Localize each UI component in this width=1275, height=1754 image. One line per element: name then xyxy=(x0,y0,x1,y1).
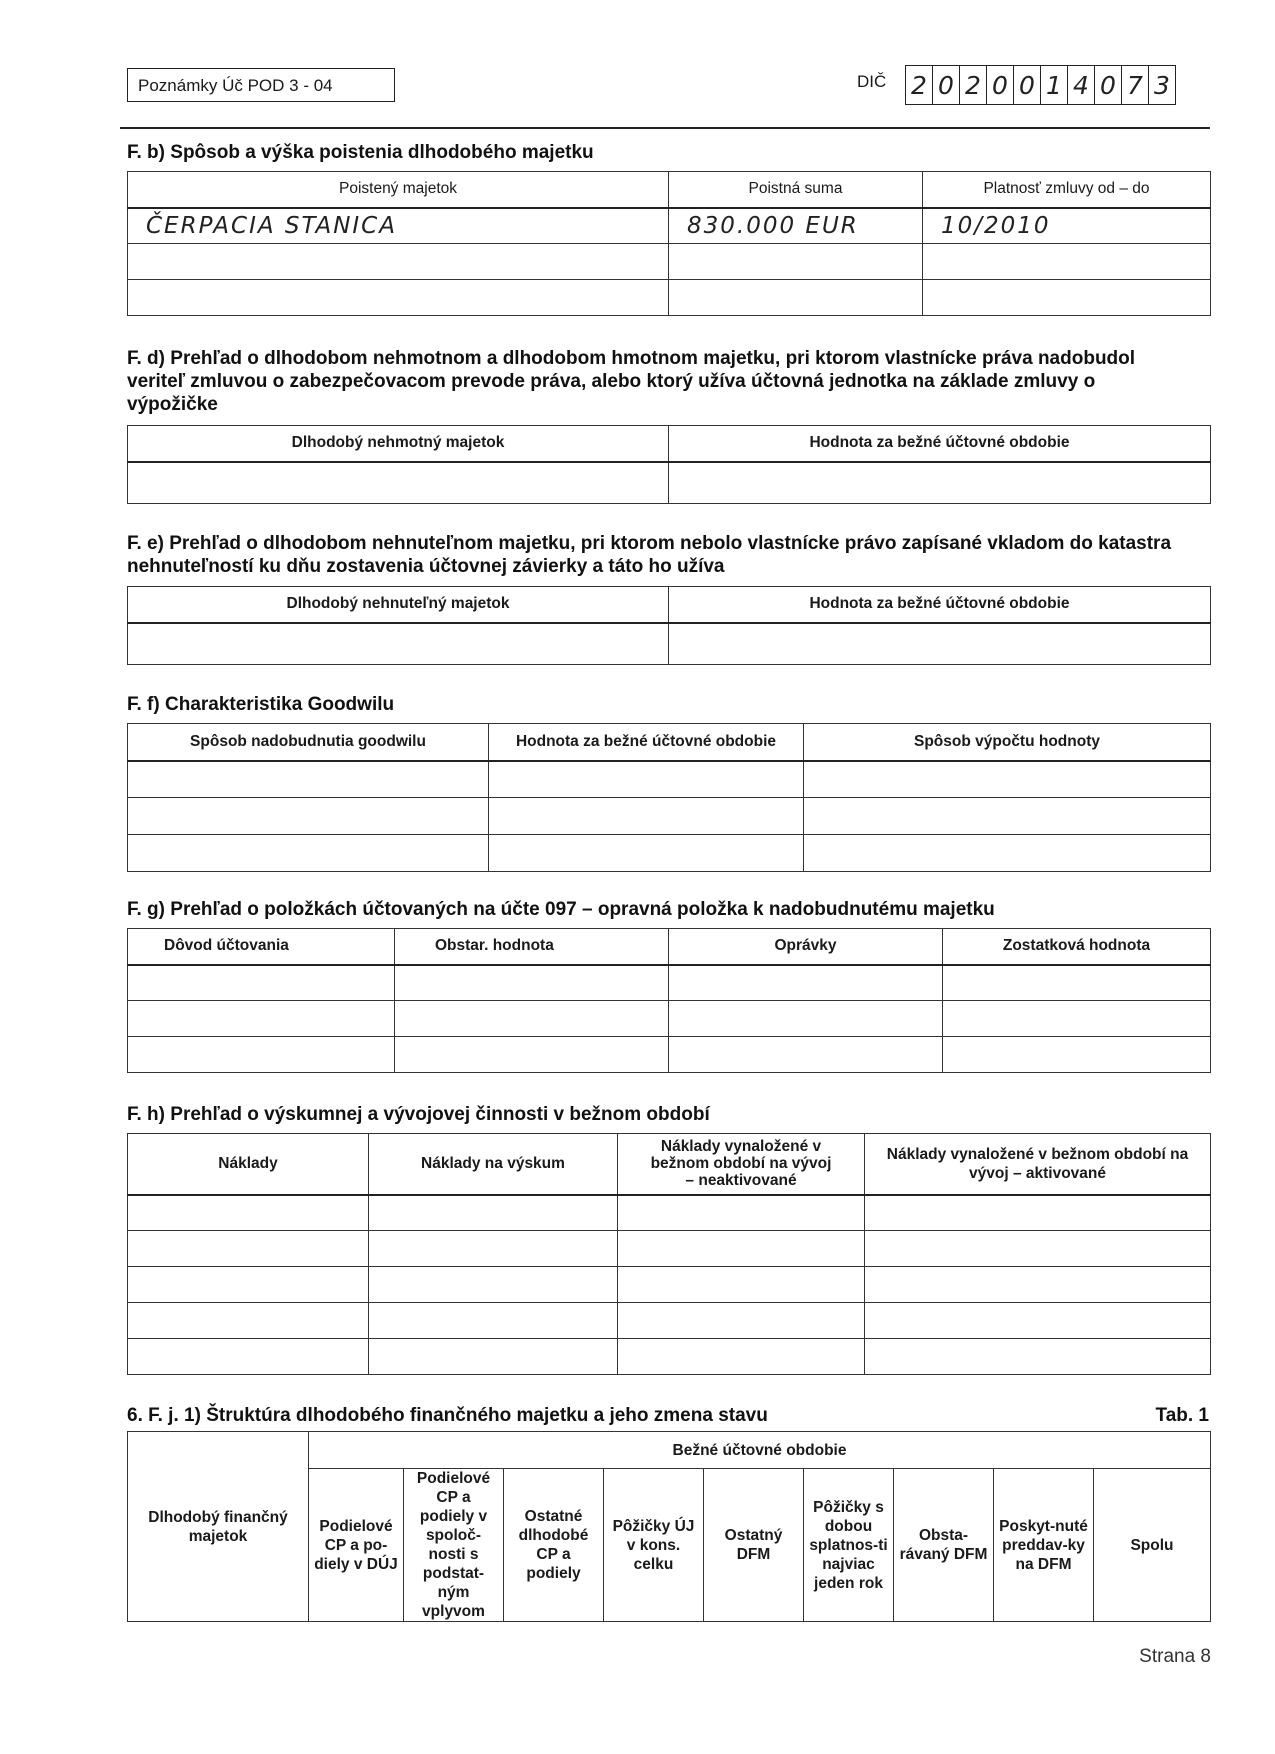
col-header: Poskyt-nuté preddav-ky na DFM xyxy=(994,1469,1094,1622)
dic-digit: 0 xyxy=(1014,66,1041,104)
cell-empty[interactable] xyxy=(804,798,1211,835)
cell-empty[interactable] xyxy=(669,1001,943,1037)
col-header: Poistený majetok xyxy=(128,172,669,208)
col-header: Dlhodobý nehmotný majetok xyxy=(128,426,669,462)
cell-empty[interactable] xyxy=(128,244,669,280)
period-header: Bežné účtovné obdobie xyxy=(309,1432,1211,1469)
cell-empty[interactable] xyxy=(128,1001,395,1037)
cell-contract-validity[interactable]: 10/2010 xyxy=(923,208,1211,244)
table-fg xyxy=(127,928,1211,1073)
cell-empty[interactable] xyxy=(669,280,923,316)
col-header: Ostatný DFM xyxy=(704,1469,804,1622)
col-header: Spôsob výpočtu hodnoty xyxy=(804,724,1211,761)
cell-empty[interactable] xyxy=(618,1339,865,1375)
table-row xyxy=(128,244,1211,280)
dic-digit: 2 xyxy=(906,66,933,104)
section-fe-title xyxy=(127,532,1217,578)
cell-empty[interactable] xyxy=(943,1037,1211,1073)
table-fh xyxy=(127,1133,1211,1375)
cell-empty[interactable] xyxy=(128,623,669,665)
col-header: Hodnota za bežné účtovné obdobie xyxy=(669,587,1211,623)
col-header: Spolu xyxy=(1094,1469,1211,1622)
dic-digit: 7 xyxy=(1122,66,1149,104)
table-row xyxy=(128,1267,1211,1303)
dic-digit: 0 xyxy=(933,66,960,104)
cell-empty[interactable] xyxy=(943,1001,1211,1037)
col-header: Ostatné dlhodobé CP a podiely xyxy=(504,1469,604,1622)
header-rule xyxy=(120,127,1210,129)
tab-label: Tab. 1 xyxy=(1155,1405,1209,1426)
cell-empty[interactable] xyxy=(369,1303,618,1339)
table-row xyxy=(128,965,1211,1001)
table-row xyxy=(128,798,1211,835)
dic-digit: 0 xyxy=(987,66,1014,104)
cell-insured-sum[interactable]: 830.000 EUR xyxy=(669,208,923,244)
cell-empty[interactable] xyxy=(618,1231,865,1267)
col-header: Dlhodobý nehnuteľný majetok xyxy=(128,587,669,623)
cell-empty[interactable] xyxy=(865,1195,1211,1231)
page-number: Strana 8 xyxy=(1139,1646,1211,1667)
table-row xyxy=(128,1231,1211,1267)
table-fj xyxy=(127,1431,1211,1622)
col-header: Obsta-rávaný DFM xyxy=(894,1469,994,1622)
col-header: Zostatková hodnota xyxy=(943,929,1211,965)
table-row xyxy=(128,835,1211,872)
cell-empty[interactable] xyxy=(669,1037,943,1073)
cell-empty[interactable] xyxy=(618,1303,865,1339)
table-row xyxy=(128,1001,1211,1037)
cell-empty[interactable] xyxy=(369,1339,618,1375)
dic-digit: 4 xyxy=(1068,66,1095,104)
table-row xyxy=(128,208,1211,244)
col-header: Náklady xyxy=(128,1134,369,1195)
table-row xyxy=(128,1339,1211,1375)
table-row xyxy=(128,462,1211,504)
col-header: Náklady na výskum xyxy=(369,1134,618,1195)
cell-empty[interactable] xyxy=(618,1195,865,1231)
table-fb xyxy=(127,171,1211,316)
cell-empty[interactable] xyxy=(669,462,1211,504)
cell-empty[interactable] xyxy=(618,1267,865,1303)
section-fe-title-text: F. e) Prehľad o dlhodobom nehnuteľnom majetku, pri ktorom nebolo vlastnícke právo zapísané vkladom do katastra nehnuteľností ku dňu zostavenia účtovnej závierky a táto ho užíva xyxy=(127,533,1172,577)
dic-digit: 2 xyxy=(960,66,987,104)
section-fj-title: 6. F. j. 1) Štruktúra dlhodobého finančného majetku a jeho zmena stavu xyxy=(127,1405,768,1426)
cell-empty[interactable] xyxy=(669,244,923,280)
cell-empty[interactable] xyxy=(865,1267,1211,1303)
cell-empty[interactable] xyxy=(128,798,489,835)
table-row xyxy=(128,280,1211,316)
cell-empty[interactable] xyxy=(865,1339,1211,1375)
col-header: Podielové CP a po-diely v DÚJ xyxy=(309,1469,404,1622)
cell-empty[interactable] xyxy=(923,244,1211,280)
cell-empty[interactable] xyxy=(128,1267,369,1303)
table-fd xyxy=(127,425,1211,504)
section-fd-title: F. d) Prehľad o dlhodobom nehmotnom a dlhodobom hmotnom majetku, pri ktorom vlastnícke práva nadobudol veriteľ zmluvou o zabezpečovacom prevode práva, alebo ktorý užíva účtovná jednotka na základe zmluvy o výpožičke xyxy=(127,348,1136,415)
col-header: Oprávky xyxy=(669,929,943,965)
col-header: Obstar. hodnota xyxy=(395,929,669,965)
section-fh-title: F. h) Prehľad o výskumnej a vývojovej činnosti v bežnom období xyxy=(127,1104,710,1125)
cell-empty[interactable] xyxy=(128,835,489,872)
cell-empty[interactable] xyxy=(669,965,943,1001)
cell-empty[interactable] xyxy=(489,835,804,872)
cell-empty[interactable] xyxy=(489,798,804,835)
cell-empty[interactable] xyxy=(369,1195,618,1231)
col-header: Podielové CP a podiely v spoloč-nosti s podstat-ným vplyvom xyxy=(404,1469,504,1622)
table-row xyxy=(128,761,1211,798)
cell-empty[interactable] xyxy=(128,965,395,1001)
dic-digit: 1 xyxy=(1041,66,1068,104)
cell-empty[interactable] xyxy=(395,965,669,1001)
dic-digit: 3 xyxy=(1154,70,1170,100)
table-row xyxy=(128,1303,1211,1339)
cell-empty[interactable] xyxy=(943,965,1211,1001)
cell-empty[interactable] xyxy=(128,1195,369,1231)
cell-empty[interactable] xyxy=(489,761,804,798)
col-header: Platnosť zmluvy od – do xyxy=(923,172,1211,208)
col-header: Dôvod účtovania xyxy=(128,929,395,965)
col-header: Spôsob nadobudnutia goodwilu xyxy=(128,724,489,761)
cell-empty[interactable] xyxy=(128,1231,369,1267)
col-header: Pôžičky ÚJ v kons. celku xyxy=(604,1469,704,1622)
cell-empty[interactable] xyxy=(804,761,1211,798)
cell-empty[interactable] xyxy=(128,1339,369,1375)
col-header: Poistná suma xyxy=(669,172,923,208)
cell-empty[interactable] xyxy=(669,623,1211,665)
dic-label: DIČ xyxy=(857,72,887,91)
table-ff xyxy=(127,723,1211,872)
table-row xyxy=(128,1195,1211,1231)
section-fb-title: F. b) Spôsob a výška poistenia dlhodobého majetku xyxy=(127,142,594,163)
col-header: Náklady vynaložené v bežnom období na vývoj – neaktivované xyxy=(618,1134,865,1195)
col-header: Náklady vynaložené v bežnom období na vývoj – aktivované xyxy=(865,1134,1211,1195)
cell-empty[interactable] xyxy=(369,1267,618,1303)
col-header: Hodnota za bežné účtovné obdobie xyxy=(489,724,804,761)
cell-empty[interactable] xyxy=(128,280,669,316)
table-row xyxy=(128,1037,1211,1073)
table-fe xyxy=(127,586,1211,665)
dic-boxes xyxy=(905,65,1176,105)
cell-empty[interactable] xyxy=(923,280,1211,316)
cell-empty[interactable] xyxy=(128,1303,369,1339)
cell-empty[interactable] xyxy=(865,1303,1211,1339)
section-fg-title: F. g) Prehľad o položkách účtovaných na účte 097 – opravná položka k nadobudnutému majetku xyxy=(127,899,995,920)
row-header: Dlhodobý finančný majetok xyxy=(128,1432,309,1622)
cell-empty[interactable] xyxy=(865,1231,1211,1267)
cell-empty[interactable] xyxy=(128,761,489,798)
table-row xyxy=(128,623,1211,665)
cell-empty[interactable] xyxy=(369,1231,618,1267)
section-ff-title: F. f) Charakteristika Goodwilu xyxy=(127,694,395,715)
form-label: Poznámky Úč POD 3 - 04 xyxy=(127,68,395,102)
cell-empty[interactable] xyxy=(804,835,1211,872)
col-header: Pôžičky s dobou splatnos-ti najviac jeden rok xyxy=(804,1469,894,1622)
cell-empty[interactable] xyxy=(128,1037,395,1073)
cell-empty[interactable] xyxy=(395,1037,669,1073)
col-header: Hodnota za bežné účtovné obdobie xyxy=(669,426,1211,462)
dic-digit: 0 xyxy=(1095,66,1122,104)
cell-empty[interactable] xyxy=(128,462,669,504)
cell-insured-asset[interactable]: ČERPACIA STANICA xyxy=(128,208,669,244)
cell-empty[interactable] xyxy=(395,1001,669,1037)
